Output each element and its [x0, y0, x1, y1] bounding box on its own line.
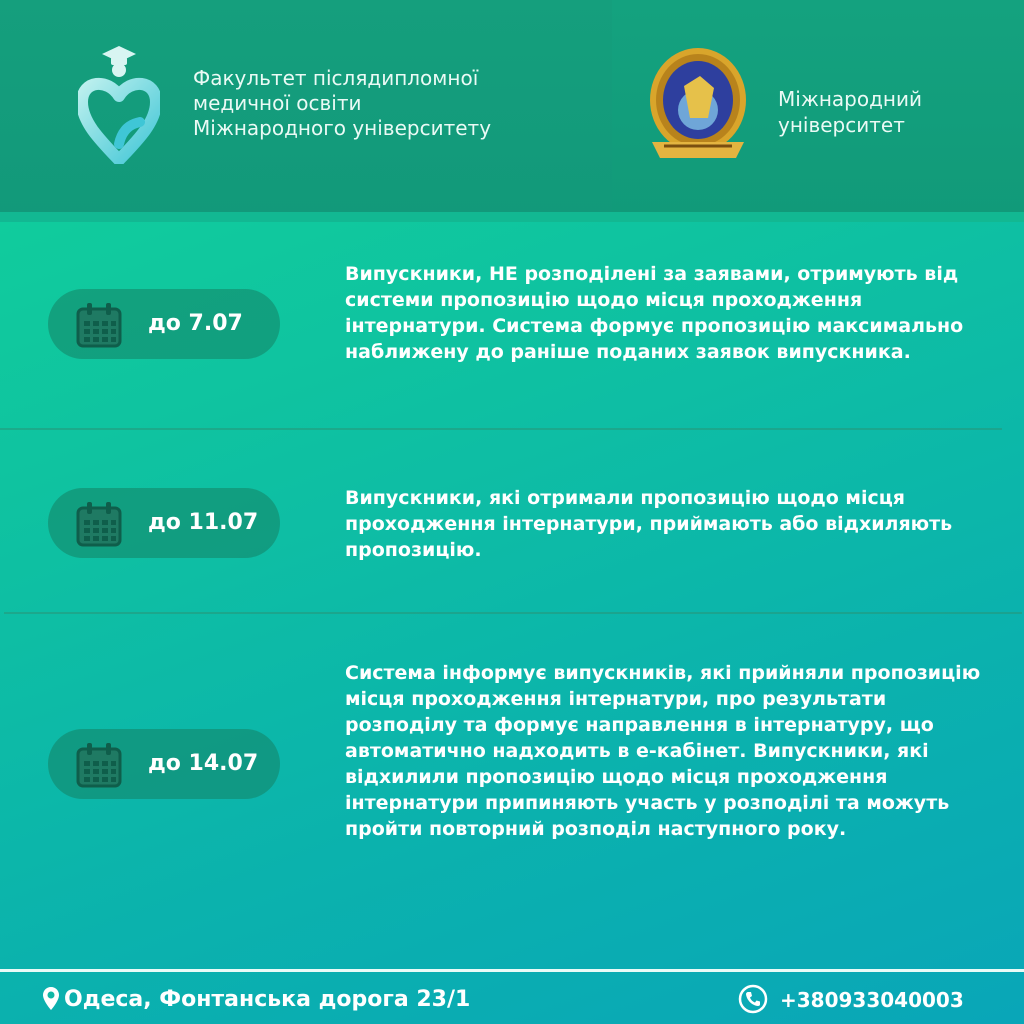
step-date: до 14.07	[148, 751, 259, 776]
footer-divider	[0, 969, 1024, 972]
header	[0, 0, 1024, 218]
divider	[4, 612, 1022, 614]
step-date: до 7.07	[148, 311, 243, 336]
header-strip	[0, 212, 1024, 222]
heart-graduation-logo-icon	[78, 44, 160, 164]
phone-number[interactable]: +380933040003	[780, 988, 964, 1012]
calendar-icon	[75, 301, 123, 349]
date-pill-step-2	[48, 488, 280, 558]
map-pin-icon	[42, 986, 60, 1012]
faculty-title: Факультет післядипломної медичної освіти Міжнародного університету	[193, 66, 492, 140]
university-title: Міжнародний університет	[778, 87, 922, 137]
step-description: Випускники, які отримали пропозицію щодо місця проходження інтернатури, приймають або відхиляють пропозицію.	[345, 487, 953, 561]
date-pill-step-3	[48, 729, 280, 799]
address: Одеса, Фонтанська дорога 23/1	[64, 987, 471, 1012]
university-emblem-icon	[644, 46, 752, 166]
calendar-icon	[75, 741, 123, 789]
step-description: Випускники, НЕ розподілені за заявами, отримують від системи пропозицію щодо місця проходження інтернатури. Система формує пропозицію максимально наближену до раніше поданих заявок випускника.	[345, 263, 964, 363]
step-description: Система інформує випускників, які прийняли пропозицію місця проходження інтернатури, про результати розподілу та формує направлення в інтернатуру, що автоматично надходить в е-кабінет. Випускники, які відхилили пропозицію щодо місця проходження інтернатури припиняють участь у розподілі та можуть пройти повторний розподіл наступного року.	[345, 662, 981, 840]
calendar-icon	[75, 500, 123, 548]
divider	[0, 428, 1002, 430]
step-date: до 11.07	[148, 510, 259, 535]
phone-icon	[738, 984, 768, 1014]
date-pill-step-1	[48, 289, 280, 359]
